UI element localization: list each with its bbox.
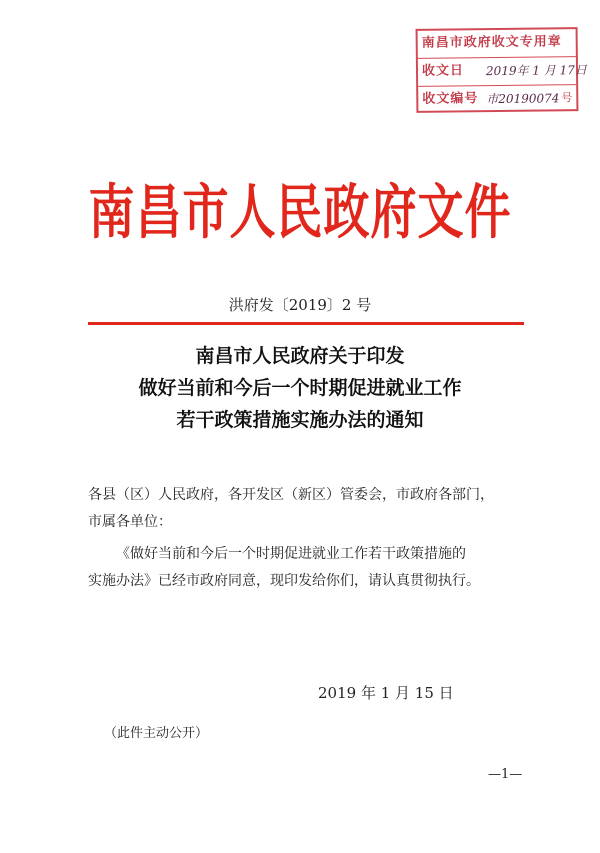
stamp-date-label: 收文日: [421, 63, 465, 79]
notice-title-line-3: 若干政策措施实施办法的通知: [176, 409, 424, 431]
notice-title-line-1: 南昌市人民政府关于印发: [195, 345, 405, 367]
document-number: 洪府发〔2019〕2 号: [228, 296, 372, 314]
notice-title: [0, 340, 600, 436]
stamp-row-number: [418, 85, 576, 115]
page-number: —1—: [488, 767, 523, 782]
body-paragraph-line-1: 《做好当前和今后一个时期促进就业工作若干政策措施的: [116, 546, 466, 562]
stamp-title: 南昌市政府收文专用章: [421, 34, 562, 51]
body-paragraph-line-2: 实施办法》已经市政府同意，现印发给你们，请认真贯彻执行。: [88, 573, 480, 589]
stamp-date-value: 2019年 1 月 17日: [485, 63, 587, 79]
stamp-row-date: [418, 57, 587, 87]
notice-title-line-2: 做好当前和今后一个时期促进就业工作: [138, 377, 462, 399]
stamp-number-value: 市20190074: [486, 91, 560, 107]
addressee-line-1: 各县（区）人民政府，各开发区（新区）管委会，市政府各部门，: [88, 487, 494, 503]
receipt-stamp: [416, 27, 587, 113]
issue-date: 2019 年 1 月 15 日: [318, 684, 454, 702]
document-header-title: 南昌市人民政府文件: [88, 177, 512, 247]
red-divider-line: [88, 322, 524, 325]
addressee-line-2: 市属各单位：: [88, 514, 172, 530]
stamp-row-title: [418, 29, 576, 59]
disclosure-note: （此件主动公开）: [104, 726, 209, 741]
stamp-number-label: 收文编号: [422, 91, 479, 107]
stamp-number-suffix: 号: [561, 91, 573, 105]
